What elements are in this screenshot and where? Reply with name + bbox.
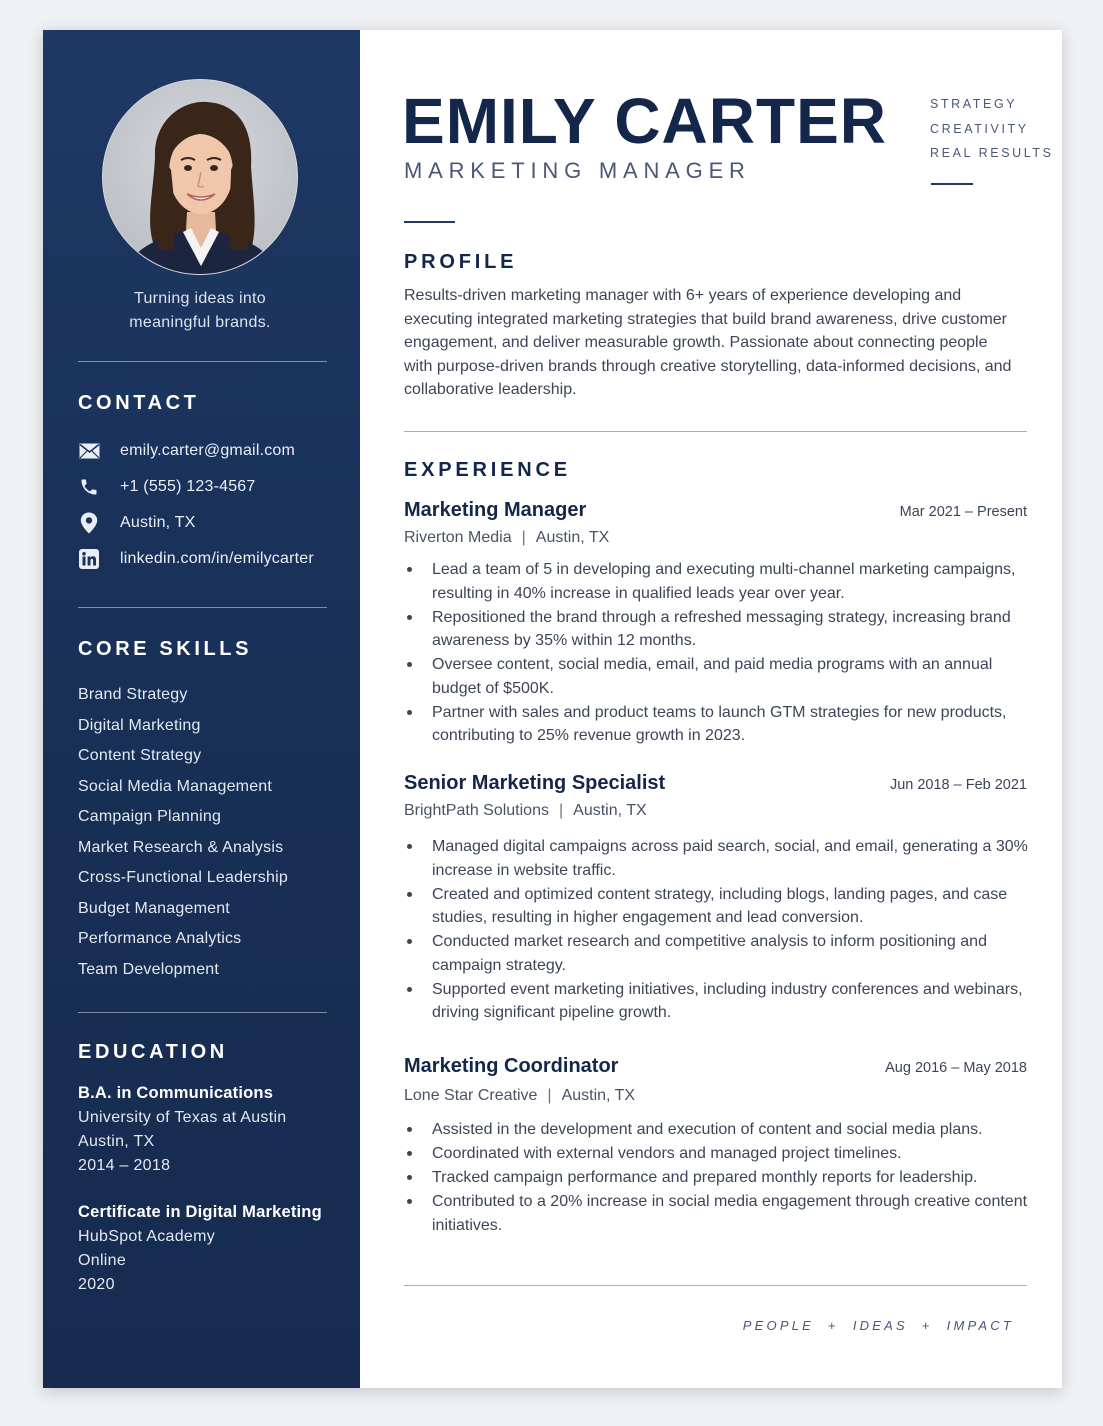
skill-item: Digital Marketing (78, 716, 201, 734)
job-bullet: Lead a team of 5 in developing and executing multi-channel marketing campaigns, resulting in 40% increase in qualified leads year over year. (404, 558, 1030, 605)
skill-item: Performance Analytics (78, 930, 242, 947)
contact-phone[interactable] (78, 474, 256, 500)
education-years: 2020 (78, 1276, 115, 1293)
linkedin-icon (78, 548, 100, 570)
experience-entry (404, 1055, 1030, 1238)
job-company-line (404, 800, 1030, 822)
motto-underline (931, 183, 973, 185)
separator: | (521, 529, 526, 546)
accent-divider (404, 221, 455, 223)
motto-item: REAL RESULTS (930, 146, 1054, 160)
job-dates: Mar 2021 – Present (899, 504, 1027, 520)
contact-location-text: Austin, TX (120, 514, 196, 531)
job-bullet: Repositioned the brand through a refreshed messaging strategy, increasing brand awareness by 35% within 12 months. (404, 606, 1030, 653)
job-company: BrightPath Solutions (404, 802, 549, 819)
separator: | (547, 1087, 552, 1104)
core-skills-heading: CORE SKILLS (78, 638, 253, 660)
job-company-line (404, 1085, 1030, 1107)
job-bullet: Assisted in the development and execution of content and social media plans. (404, 1118, 1030, 1142)
skill-item: Market Research & Analysis (78, 838, 284, 856)
skill-item: Budget Management (78, 899, 230, 917)
job-role: Marketing Coordinator (404, 1055, 619, 1077)
skill-item: Team Development (78, 960, 220, 978)
experience-entry (404, 772, 1030, 1025)
job-dates: Jun 2018 – Feb 2021 (889, 777, 1027, 793)
job-bullet: Oversee content, social media, email, and paid media programs with an annual budget of $500K. (404, 653, 1030, 700)
skill-item: Brand Strategy (78, 686, 188, 703)
education-entry (78, 1199, 322, 1297)
footer-joiner: + (921, 1318, 933, 1333)
job-bullet: Conducted market research and competitive analysis to inform positioning and campaign strategy. (404, 930, 1030, 977)
resume-page (43, 30, 1062, 1388)
tagline-line: meaningful brands. (129, 314, 271, 331)
job-bullet: Contributed to a 20% increase in social media engagement through creative content initiatives. (404, 1190, 1030, 1237)
education-location: Online (78, 1252, 127, 1269)
divider (78, 607, 327, 608)
skill-item: Social Media Management (78, 777, 273, 795)
footer-tagline (743, 1318, 1014, 1333)
job-bullet: Created and optimized content strategy, including blogs, landing pages, and case studies, resulting in higher engagement and lead conversion. (404, 883, 1030, 930)
profile-heading: PROFILE (404, 251, 518, 273)
divider (78, 361, 327, 362)
footer-word: PEOPLE (742, 1318, 815, 1333)
tagline (63, 287, 337, 335)
education-degree: B.A. in Communications (78, 1084, 274, 1102)
job-company-line (404, 527, 1030, 549)
sidebar (43, 30, 360, 1388)
location-pin-icon (78, 512, 100, 534)
divider (404, 1285, 1027, 1286)
separator: | (558, 802, 564, 819)
job-location: Austin, TX (535, 529, 610, 546)
skill-item: Content Strategy (78, 747, 202, 764)
education-entry (78, 1080, 287, 1178)
skills-list (78, 680, 288, 985)
experience-entry (404, 499, 1030, 748)
job-location: Austin, TX (561, 1087, 636, 1104)
contact-location (78, 510, 196, 536)
contact-phone-text: +1 (555) 123-4567 (120, 478, 256, 495)
divider (78, 1012, 327, 1013)
job-company: Lone Star Creative (404, 1087, 538, 1104)
job-bullets (404, 835, 1030, 1025)
education-degree: Certificate in Digital Marketing (78, 1203, 322, 1221)
footer-joiner: + (828, 1318, 839, 1333)
portrait-illustration (103, 80, 298, 275)
footer-word: IDEAS (852, 1318, 908, 1333)
phone-icon (78, 476, 100, 498)
job-role: Senior Marketing Specialist (404, 772, 666, 794)
job-role: Marketing Manager (404, 499, 587, 521)
divider (404, 431, 1027, 432)
job-company: Riverton Media (404, 529, 512, 546)
job-dates: Aug 2016 – May 2018 (885, 1060, 1027, 1076)
candidate-title: MARKETING MANAGER (404, 158, 751, 183)
candidate-name: EMILY CARTER (402, 85, 887, 157)
job-bullet: Managed digital campaigns across paid search, social, and email, generating a 30% increase in website traffic. (404, 835, 1030, 882)
job-location: Austin, TX (573, 802, 647, 819)
contact-heading: CONTACT (78, 392, 200, 414)
skill-item: Cross-Functional Leadership (78, 869, 288, 886)
contact-linkedin-text: linkedin.com/in/emilycarter (120, 550, 314, 567)
job-bullets (404, 558, 1030, 748)
education-school: HubSpot Academy (78, 1228, 216, 1245)
contact-email-text: emily.carter@gmail.com (120, 442, 296, 459)
education-school: University of Texas at Austin (78, 1109, 287, 1126)
education-location: Austin, TX (78, 1133, 155, 1150)
motto-item: STRATEGY (930, 97, 1018, 111)
job-bullet: Supported event marketing initiatives, including industry conferences and webinars, driving significant pipeline growth. (404, 978, 1030, 1025)
footer-word: IMPACT (946, 1318, 1014, 1333)
education-heading: EDUCATION (78, 1041, 228, 1063)
contact-linkedin[interactable] (78, 546, 314, 572)
profile-photo (102, 79, 298, 275)
experience-heading: EXPERIENCE (404, 459, 571, 481)
mail-icon (78, 440, 100, 462)
profile-summary: Results-driven marketing manager with 6+ years of experience developing and executing integrated marketing strategies that build brand awareness, drive customer engagement, and deliver measurable growth. Passionate about connecting people with purpose-driven brands through creative storytelling, data-informed decisions, and collaborative leadership. (404, 287, 1012, 398)
motto-item: CREATIVITY (930, 121, 1029, 136)
skill-item: Campaign Planning (78, 808, 222, 825)
education-years: 2014 – 2018 (78, 1157, 171, 1174)
tagline-line: Turning ideas into (134, 290, 266, 307)
job-bullet: Partner with sales and product teams to launch GTM strategies for new products, contributing to 25% revenue growth in 2023. (404, 701, 1030, 748)
job-bullet: Coordinated with external vendors and managed project timelines. (404, 1142, 1030, 1166)
job-bullet: Tracked campaign performance and prepared monthly reports for leadership. (404, 1166, 1030, 1190)
job-bullets (404, 1118, 1030, 1237)
motto-list (930, 92, 1054, 166)
contact-email[interactable] (78, 438, 295, 464)
